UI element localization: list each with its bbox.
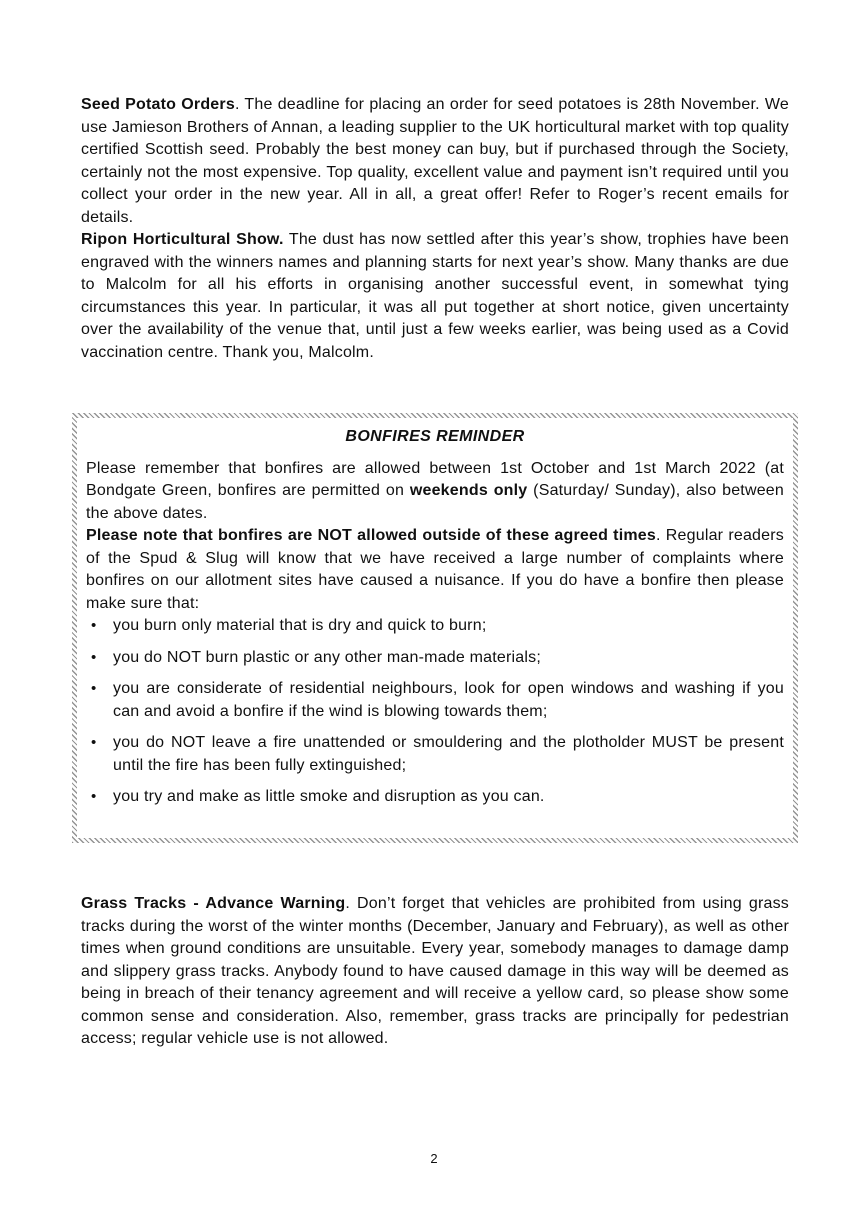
bonfires-para-dates-post: (Saturday/ Sunday), also between the above dates.	[86, 482, 784, 522]
ripon-show-body: The dust has now settled after this year’s show, trophies have been engraved with the winners names and planning starts for next year’s show. Many thanks are due to Malcolm for all his efforts in organising another successful event, in somewhat tying circumstances this year. In particular, it was all put together at short notice, given uncertainty over the availability of the venue that, until just a few weeks earlier, was being used as a Covid vaccination centre. Thank you, Malcolm.	[81, 231, 790, 361]
bullet-text: you do NOT leave a fire unattended or smouldering and the plotholder MUST be present until the fire has been fully extinguished;	[113, 734, 784, 774]
bullet-icon: •	[91, 788, 97, 805]
section-ripon-show	[81, 229, 789, 364]
grass-tracks-heading: Grass Tracks - Advance Warning	[81, 895, 346, 912]
bullet-icon: •	[91, 680, 97, 697]
bonfires-para-notice-bold: Please note that bonfires are NOT allowed outside of these agreed times	[86, 527, 656, 544]
section-seed-potato-orders	[81, 94, 789, 229]
bullet-icon: •	[91, 734, 97, 751]
ripon-show-heading: Ripon Horticultural Show.	[81, 231, 284, 248]
grass-tracks-body: . Don’t forget that vehicles are prohibited from using grass tracks during the worst of the winter months (December, January and February), as well as other times when ground conditions are unsuitable. Every year, somebody manages to damage damp and slippery grass tracks. Anybody found to have caused damage in this way will be deemed as being in breach of their tenancy agreement and will receive a yellow card, so please show some common sense and consideration. Also, remember, grass tracks are principally for pedestrian access; regular vehicle use is not allowed.	[81, 895, 790, 1047]
bonfires-para-dates-pre: Please remember that bonfires are allowed between 1st October and 1st March 2022 (at Bondgate Green, bonfires are permitted on	[86, 459, 784, 499]
bonfires-reminder-box	[72, 413, 798, 843]
bonfires-para-dates	[86, 458, 784, 526]
bonfires-para-dates-bold: weekends only	[409, 482, 528, 499]
list-item	[86, 732, 784, 777]
bullet-text: you burn only material that is dry and quick to burn;	[113, 617, 487, 634]
bonfires-reminder-title: BONFIRES REMINDER	[345, 428, 525, 445]
bullet-icon: •	[91, 617, 97, 634]
bonfires-para-notice-rest: . Regular readers of the Spud & Slug will know that we have received a large number of complaints where bonfires on our allotment sites have caused a nuisance. If you do have a bonfire then please make sure that:	[86, 527, 784, 612]
page-content	[81, 0, 789, 1051]
bullet-text: you do NOT burn plastic or any other man-made materials;	[113, 648, 541, 666]
list-item	[86, 786, 784, 809]
bullet-text: you are considerate of residential neighbours, look for open windows and washing if you can and avoid a bonfire if the wind is blowing towards them;	[113, 680, 784, 720]
list-item	[86, 615, 784, 638]
bullet-icon: •	[91, 648, 97, 666]
bonfires-para-notice	[86, 525, 784, 615]
page-number: 2	[430, 1151, 438, 1166]
bonfires-rules-list	[86, 615, 784, 809]
seed-potato-orders-body: . The deadline for placing an order for seed potatoes is 28th November. We use Jamieson Brothers of Annan, a leading supplier to the UK horticultural market with top quality certified Scottish seed. Probably the best money can buy, but if purchased through the Society, certainly not the most expensive. Top quality, excellent value and payment isn’t required until you collect your order in the new year. All in all, a great offer! Refer to Roger’s recent emails for details.	[81, 96, 789, 226]
bullet-text: you try and make as little smoke and disruption as you can.	[113, 788, 545, 805]
seed-potato-orders-heading: Seed Potato Orders	[81, 96, 235, 113]
section-grass-tracks	[81, 893, 789, 1051]
list-item	[86, 678, 784, 723]
list-item	[86, 647, 784, 670]
